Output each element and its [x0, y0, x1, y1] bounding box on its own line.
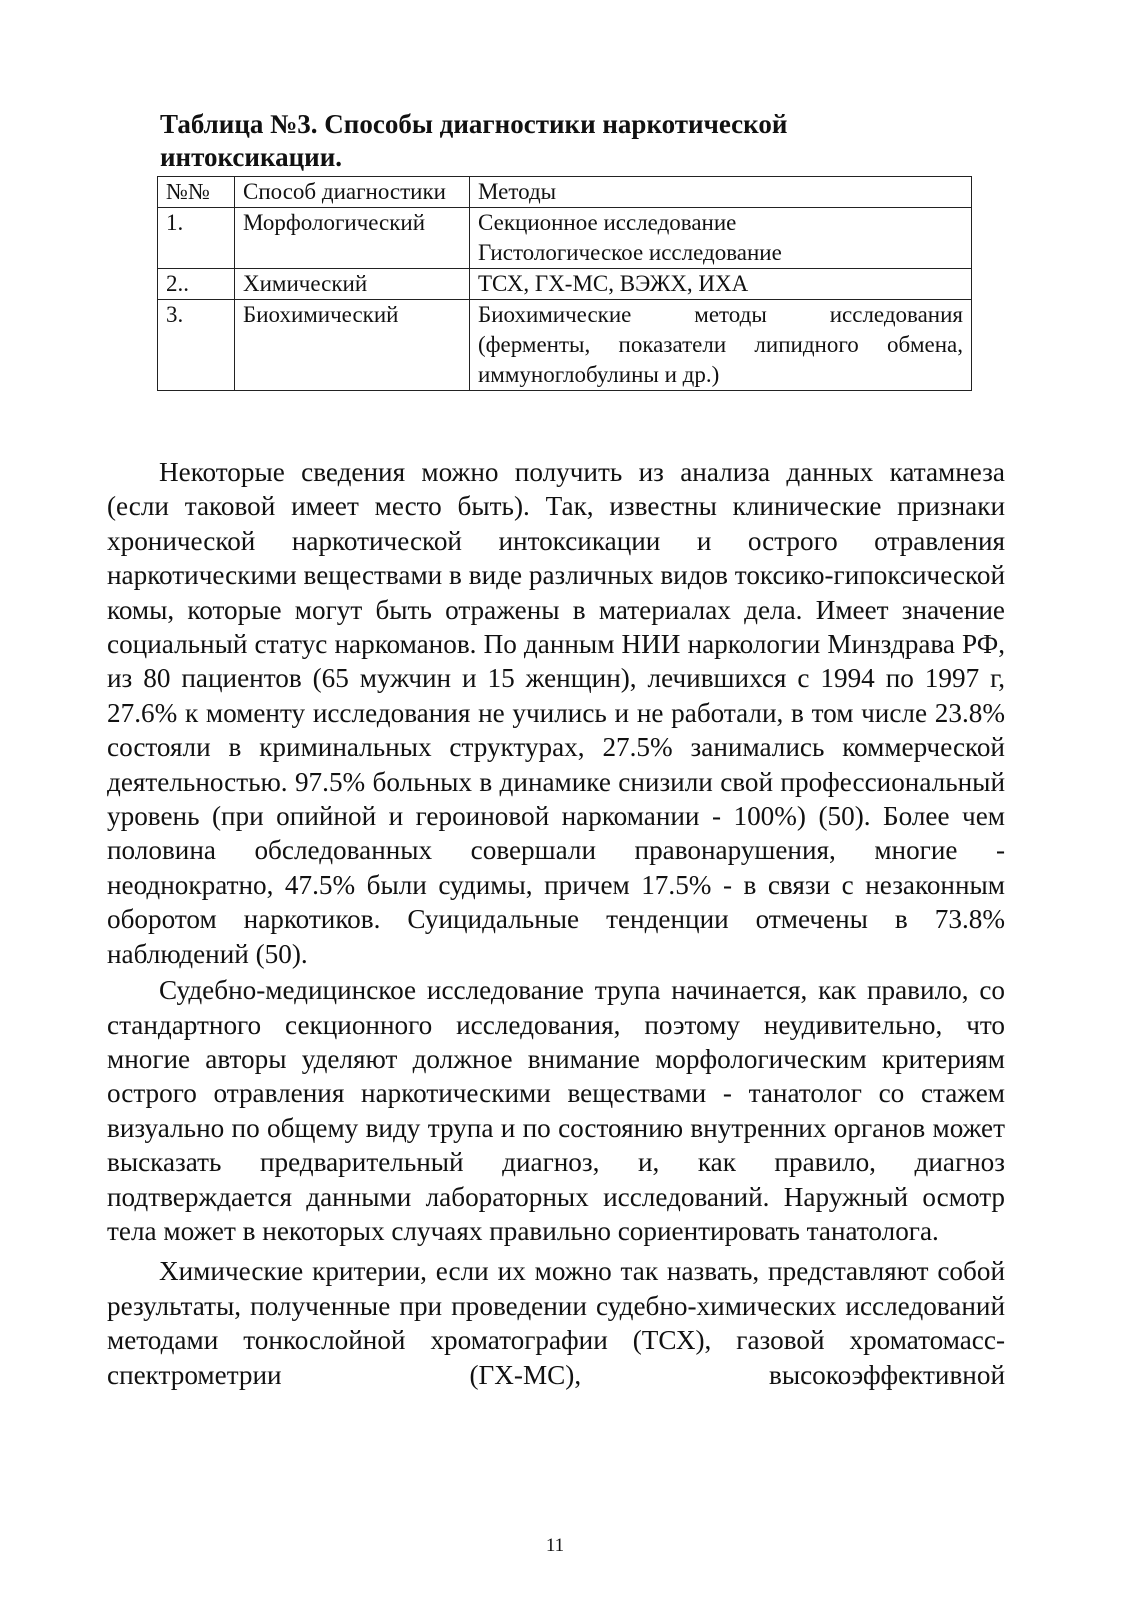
row-details — [470, 269, 972, 300]
table-header-row — [158, 177, 972, 208]
table-row — [158, 300, 972, 391]
row-detail-line: ТСХ, ГХ-МС, ВЭЖХ, ИХА — [478, 271, 749, 296]
diagnostics-table — [157, 176, 972, 391]
row-detail-line: Гистологическое исследование — [478, 240, 782, 265]
header-details: Методы — [470, 177, 972, 208]
header-method: Способ диагностики — [235, 177, 470, 208]
paragraph: Некоторые сведения можно получить из анализа данных катамнеза (если таковой имеет место быть). Так, известны клинические признаки хронической наркотической интоксикации и острого отравления наркотическими веществами в виде различных видов токсико-гипоксической комы, которые могут быть отражены в материалах дела. Имеет значение социальный статус наркоманов. По данным НИИ наркологии Минздрава РФ, из 80 пациентов (65 мужчин и 15 женщин), лечившихся с 1994 по 1997 г, 27.6% к моменту исследования не учились и не работали, в том числе 23.8% состояли в криминальных структурах, 27.5% занимались коммерческой деятельностью. 97.5% больных в динамике снизили свой профессиональный уровень (при опийной и героиновой наркомании - 100%) (50). Более чем половина обследованных совершали правонарушения, многие - неоднократно, 47.5% были судимы, причем 17.5% - в связи с незаконным оборотом наркотиков. Суицидальные тенденции отмечены в 73.8% наблюдений (50). — [107, 457, 1005, 969]
row-details — [470, 208, 972, 269]
table-row — [158, 208, 972, 269]
row-number: 1. — [158, 208, 235, 269]
page-number: 11 — [545, 1535, 565, 1556]
row-method: Морфологический — [235, 208, 470, 269]
paragraph: Химические критерии, если их можно так назвать, представляют собой результаты, полученные при проведении судебно-химических исследований методами тонкослойной хроматографии (ТСХ), газовой хроматомасс-спектрометрии (ГХ-МС), высокоэффективной — [107, 1256, 1005, 1390]
body-text — [107, 455, 1005, 1398]
table-title: Таблица №3. Способы диагностики наркотической интоксикации. — [160, 109, 788, 172]
paragraph: Судебно-медицинское исследование трупа начинается, как правило, со стандартного секционного исследования, поэтому неудивительно, что многие авторы уделяют должное внимание морфологическим критериям острого отравления наркотическими веществами - танатолог со стажем визуально по общему виду трупа и по состоянию внутренних органов может высказать предварительный диагноз, и, как правило, диагноз подтверждается данными лабораторных исследований. Наружный осмотр тела может в некоторых случаях правильно сориентировать танатолога. — [107, 975, 1005, 1246]
row-detail-line: Секционное исследование — [478, 210, 737, 235]
row-method: Биохимический — [235, 300, 470, 391]
row-details: Биохимические методы исследования (ферменты, показатели липидного обмена, иммуноглобулины и др.) — [470, 300, 972, 391]
header-number: №№ — [158, 177, 235, 208]
row-number: 2.. — [158, 269, 235, 300]
row-method: Химический — [235, 269, 470, 300]
table-row — [158, 269, 972, 300]
row-number: 3. — [158, 300, 235, 391]
